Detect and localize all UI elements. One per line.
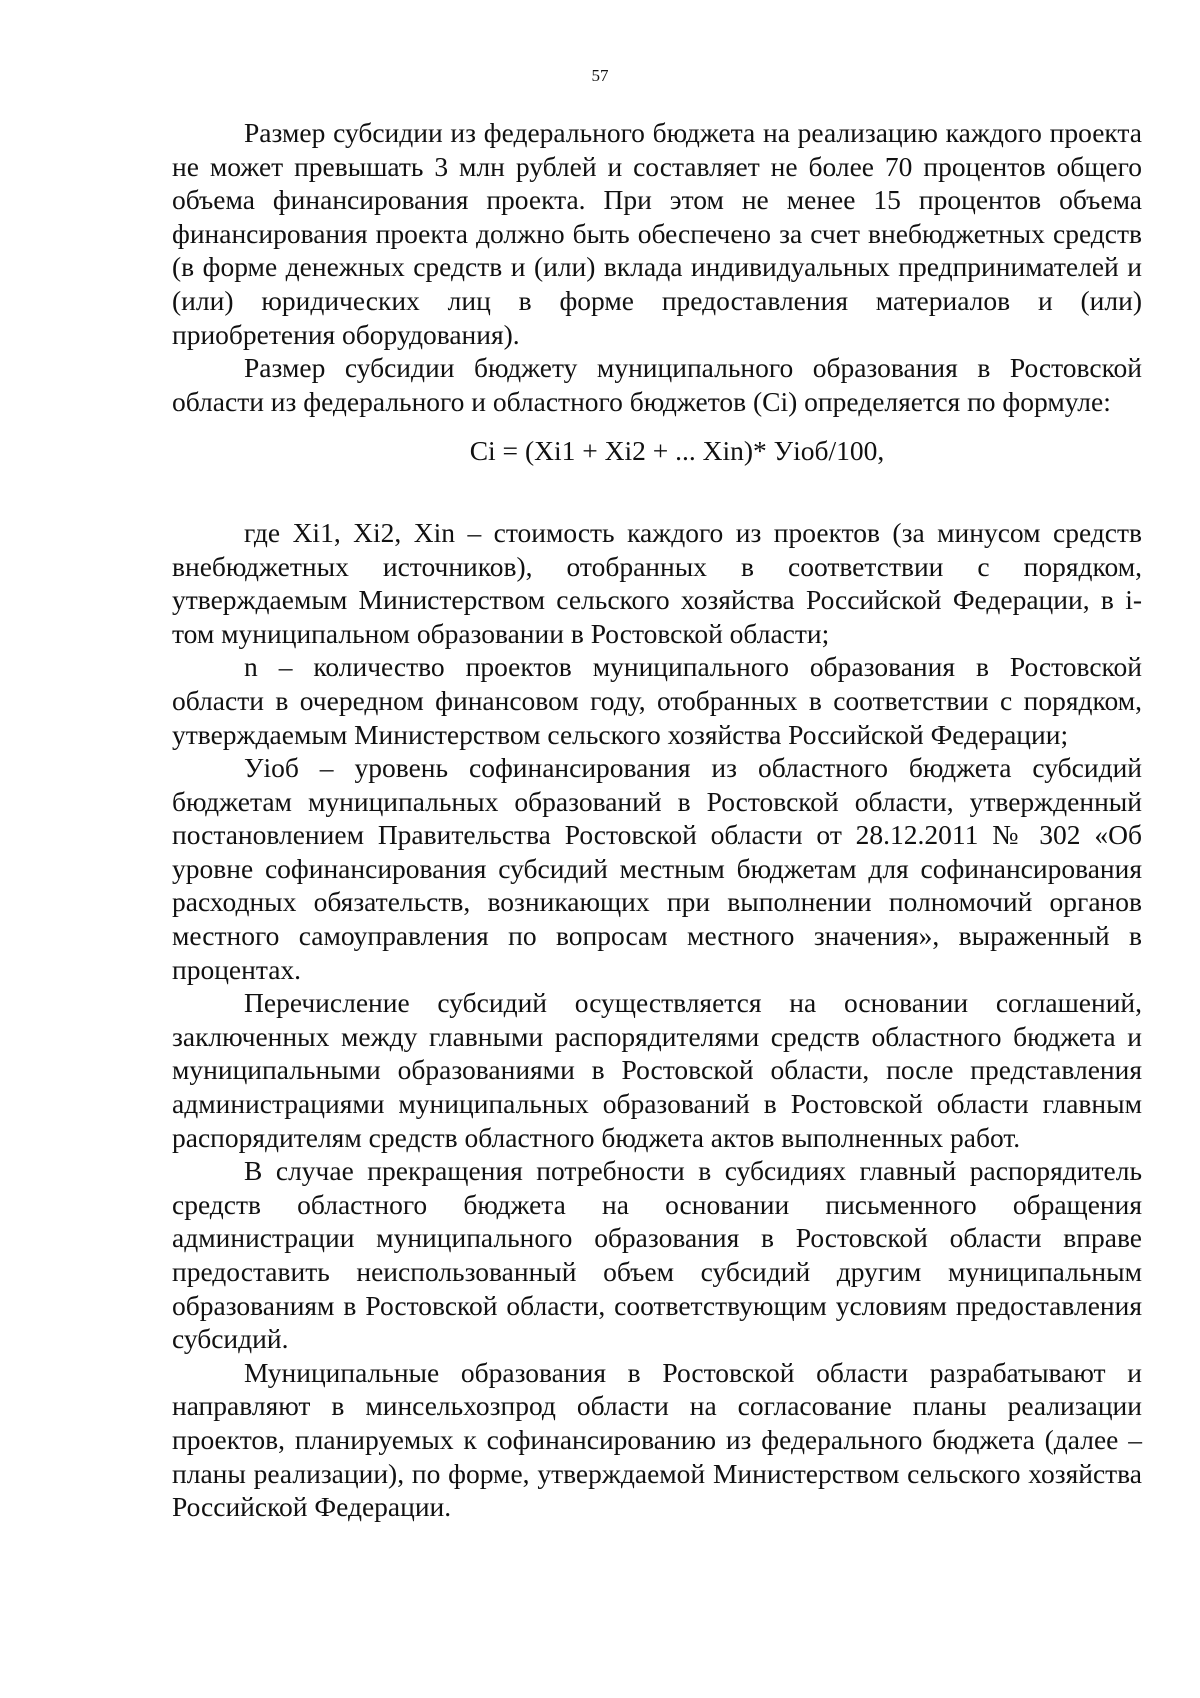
definition-xi: где Xi1, Xi2, Xin – стоимость каждого из проектов (за минусом средств внебюджетных источников), отобранных в соответствии с порядком, утверждаемым Министерством сельского хозяйства Российской Федерации, в i-том муниципальном образовании в Ростовской области; (172, 516, 1142, 649)
definition-n: n – количество проектов муниципального образования в Ростовской области в очередном финансовом году, отобранных в соответствии с порядком, утверждаемым Министерством сельского хозяйства Российской Федерации; (172, 651, 1142, 750)
paragraph-implementation-plans: Муниципальные образования в Ростовской области разрабатывают и направляют в минсельхозпрод области на согласование планы реализации проектов, планируемых к софинансированию из федерального бюджета (далее – планы реализации), по форме, утверждаемой Министерством сельского хозяйства Российской Федерации. (172, 1356, 1142, 1523)
formula: Ci = (Xi1 + Xi2 + ... Xin)* Уioб/100, (469, 435, 885, 467)
paragraph-subsidy-size: Размер субсидии из федерального бюджета на реализацию каждого проекта не может превышать 3 млн рублей и составляет не более 70 процентов общего объема финансирования проекта. При этом не менее 15 процентов объема финансирования проекта должно быть обеспечено за счет внебюджетных средств (в форме денежных средств и (или) вклада индивидуальных предпринимателей и (или) юридических лиц в форме предоставления материалов и (или) приобретения оборудования). (172, 117, 1142, 350)
page-number: 57 (591, 66, 609, 85)
paragraph-redistribution: В случае прекращения потребности в субсидиях главный распорядитель средств областного бюджета на основании письменного обращения администрации муниципального образования в Ростовской области вправе предоставить неиспользованный объем субсидий другим муниципальным образованиям в Ростовской области, соответствующим условиям предоставления субсидий. (172, 1155, 1142, 1355)
document-body (172, 116, 1142, 1524)
paragraph-formula-intro: Размер субсидии бюджету муниципального образования в Ростовской области из федерального и областного бюджетов (Ci) определяется по формуле: (172, 352, 1142, 417)
paragraph-transfer: Перечисление субсидий осуществляется на основании соглашений, заключенных между главными распорядителями средств областного бюджета и муниципальными образованиями в Ростовской области, после представления администрациями муниципальных образований в Ростовской области главным распорядителям средств областного бюджета актов выполненных работ. (172, 987, 1142, 1153)
definition-uiob: Уioб – уровень софинансирования из областного бюджета субсидий бюджетам муниципальных образований в Ростовской области, утвержденный постановлением Правительства Ростовской области от 28.12.2011 № 302 «Об уровне софинансирования субсидий местным бюджетам для софинансирования расходных обязательств, возникающих при выполнении полномочий органов местного самоуправления по вопросам местного значения», выраженный в процентах. (172, 752, 1142, 985)
